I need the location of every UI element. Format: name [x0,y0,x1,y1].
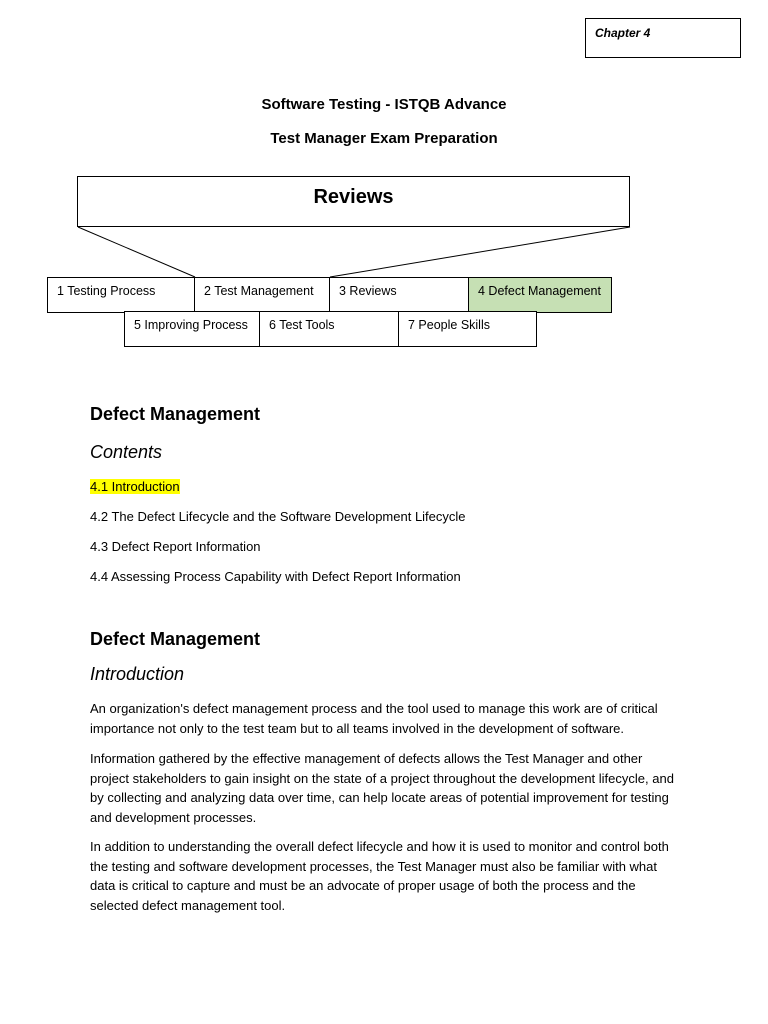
section-heading: Defect Management [90,629,261,649]
chapter-label-box [585,18,741,58]
chapter-cell-3: 3 Reviews [329,277,469,313]
contents-heading: Contents [90,442,163,462]
toc-item[interactable]: 4.4 Assessing Process Capability with Defect Report Information [90,569,461,584]
body-paragraph: Information gathered by the effective management of defects allows the Test Manager and other project stakeholders to gain insight on the state of a project throughout the development lifecycle, and by collecting and analyzing data over time, can help locate areas of potential improvement for testing and development processes. [90,751,674,825]
toc-item-highlighted[interactable]: 4.1 Introduction [90,479,180,494]
chapter-cell-2: 2 Test Management [194,277,330,313]
document-title: Software Testing - ISTQB Advance [261,96,507,113]
diagram-heading-box [77,176,630,227]
chapter-cell-4-active: 4 Defect Management [468,277,612,313]
toc-item[interactable]: 4.3 Defect Report Information [90,539,261,554]
body-paragraph: In addition to understanding the overall defect lifecycle and how it is used to monitor and control both the testing and software development processes, the Test Manager must also be familiar with what data is critical to capture and must be an advocate of proper usage of both the process and the selected defect management tool. [90,839,669,913]
chapter-cell-5: 5 Improving Process [124,311,260,347]
introduction-heading: Introduction [90,664,185,684]
chapter-label: Chapter 4 [595,26,651,40]
diagram-heading: Reviews [313,186,394,208]
chapter-cell-7: 7 People Skills [398,311,537,347]
document-subtitle: Test Manager Exam Preparation [270,130,498,147]
section-heading: Defect Management [90,404,261,424]
chapter-cell-6: 6 Test Tools [259,311,399,347]
body-paragraph: An organization's defect management process and the tool used to manage this work are of critical importance not only to the test team but to all teams involved in the development of software. [90,701,658,736]
toc-item[interactable]: 4.2 The Defect Lifecycle and the Software Development Lifecycle [90,509,466,524]
chapter-cell-1: 1 Testing Process [47,277,195,313]
